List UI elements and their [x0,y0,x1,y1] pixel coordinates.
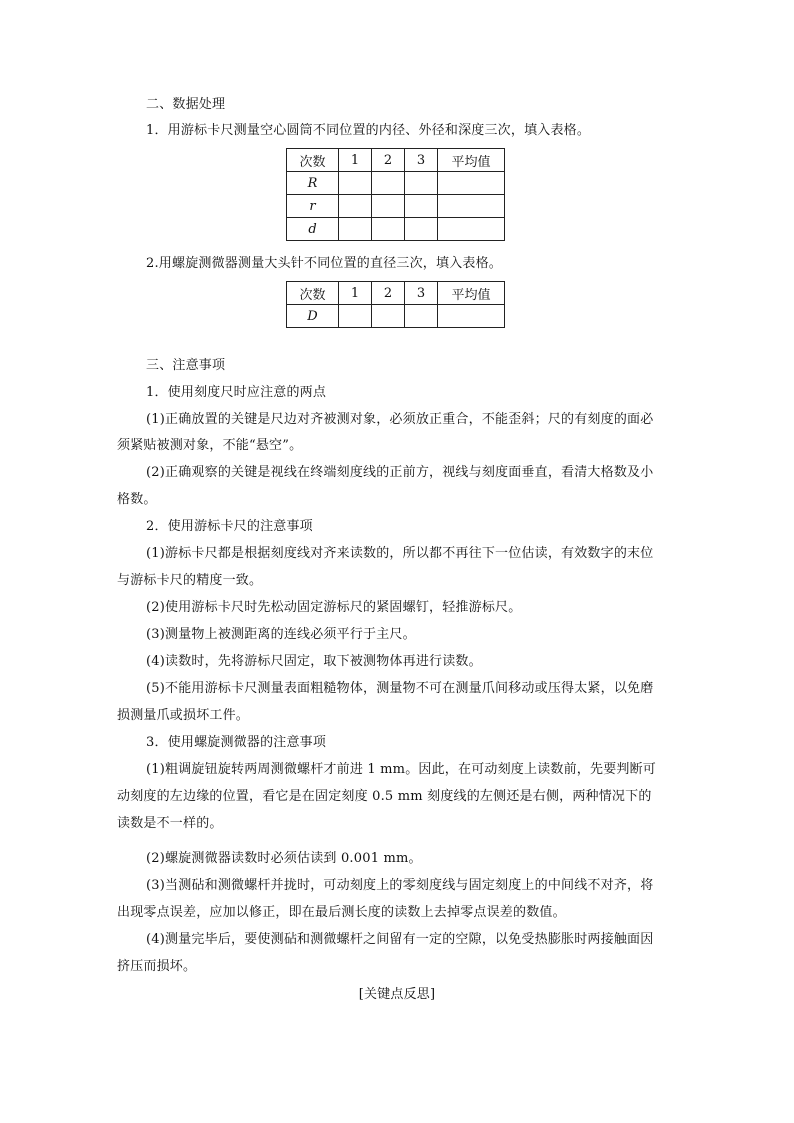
empty-cell [339,305,372,328]
paragraph-line: (2)螺旋测微器读数时必须估读到 0.001 mm。 [146,851,422,866]
paragraph-line: (3)当测砧和测微螺杆并拢时，可动刻度上的零刻度线与固定刻度上的中间线不对齐，将 [146,878,654,893]
table-row [287,172,505,195]
paragraph-line: 读数是不一样的。 [117,816,223,831]
paragraph-line: 须紧贴被测对象，不能“悬空”。 [117,438,303,453]
sub-title-ruler: 1．使用刻度尺时应注意的两点 [146,385,327,400]
paragraph-line: 动刻度的左边缘的位置，看它是在固定刻度 0.5 mm 刻度线的左侧还是右侧，两种情况下的 [117,789,652,804]
sub-title-vernier: 2．使用游标卡尺的注意事项 [146,519,313,534]
table-row [287,305,505,328]
empty-cell [339,195,372,218]
empty-cell [405,305,438,328]
table-header-row [287,149,505,172]
paragraph-line: (1)游标卡尺都是根据刻度线对齐来读数的，所以都不再往下一位估读，有效数字的末位 [146,546,654,561]
paragraph-line: 与游标卡尺的精度一致。 [117,573,263,588]
section-heading-data-processing: 二、数据处理 [146,97,226,112]
empty-cell [405,172,438,195]
empty-cell [372,305,405,328]
paragraph-line: (1)正确放置的关键是尺边对齐被测对象，必须放正重合，不能歪斜；尺的有刻度的面必 [146,412,654,427]
paragraph-line: (1)粗调旋钮旋转两周测微螺杆才前进 1 mm。因此，在可动刻度上读数前，先要判断可 [146,762,657,777]
row-label-r: r [287,195,339,218]
data-table-2 [286,281,505,328]
paragraph-line: 损测量爪或损坏工件。 [117,708,250,723]
empty-cell [339,218,372,241]
empty-cell [438,218,505,241]
paragraph-line: (2)正确观察的关键是视线在终端刻度线的正前方，视线与刻度面垂直，看清大格数及小 [146,465,654,480]
header-cell-count: 次数 [287,282,339,305]
header-cell-3: 3 [405,282,438,305]
paragraph-line: (3)测量物上被测距离的连线必须平行于主尺。 [146,627,416,642]
header-cell-average: 平均值 [438,149,505,172]
row-label-D: D [287,305,339,328]
header-cell-2: 2 [372,149,405,172]
header-cell-count: 次数 [287,149,339,172]
empty-cell [438,305,505,328]
empty-cell [405,218,438,241]
paragraph-line: 挤压而损坏。 [117,959,197,974]
header-cell-average: 平均值 [438,282,505,305]
row-label-R: R [287,172,339,195]
item-2-micrometer: 2.用螺旋测微器测量大头针不同位置的直径三次，填入表格。 [146,256,503,271]
paragraph-line: 出现零点误差，应加以修正，即在最后测长度的读数上去掉零点误差的数值。 [117,905,566,920]
empty-cell [372,218,405,241]
header-cell-3: 3 [405,149,438,172]
data-table-1 [286,148,505,241]
row-label-d: d [287,218,339,241]
paragraph-line: 格数。 [117,492,157,507]
table-header-row [287,282,505,305]
paragraph-line: (5)不能用游标卡尺测量表面粗糙物体，测量物不可在测量爪间移动或压得太紧，以免磨 [146,681,654,696]
sub-title-micrometer: 3．使用螺旋测微器的注意事项 [146,735,327,750]
header-cell-1: 1 [339,282,372,305]
empty-cell [405,195,438,218]
header-cell-1: 1 [339,149,372,172]
item-1-vernier-caliper: 1．用游标卡尺测量空心圆筒不同位置的内径、外径和深度三次，填入表格。 [146,123,591,138]
paragraph-line: (4)读数时，先将游标尺固定，取下被测物体再进行读数。 [146,654,482,669]
empty-cell [372,172,405,195]
key-point-reflection-label: [关键点反思] [358,987,436,1002]
section-heading-precautions: 三、注意事项 [146,358,226,373]
empty-cell [438,195,505,218]
paragraph-line: (2)使用游标卡尺时先松动固定游标尺的紧固螺钉，轻推游标尺。 [146,600,522,615]
table-row [287,195,505,218]
paragraph-line: (4)测量完毕后，要使测砧和测微螺杆之间留有一定的空隙，以免受热膨胀时两接触面因 [146,932,654,947]
header-cell-2: 2 [372,282,405,305]
empty-cell [438,172,505,195]
empty-cell [372,195,405,218]
table-row [287,218,505,241]
empty-cell [339,172,372,195]
